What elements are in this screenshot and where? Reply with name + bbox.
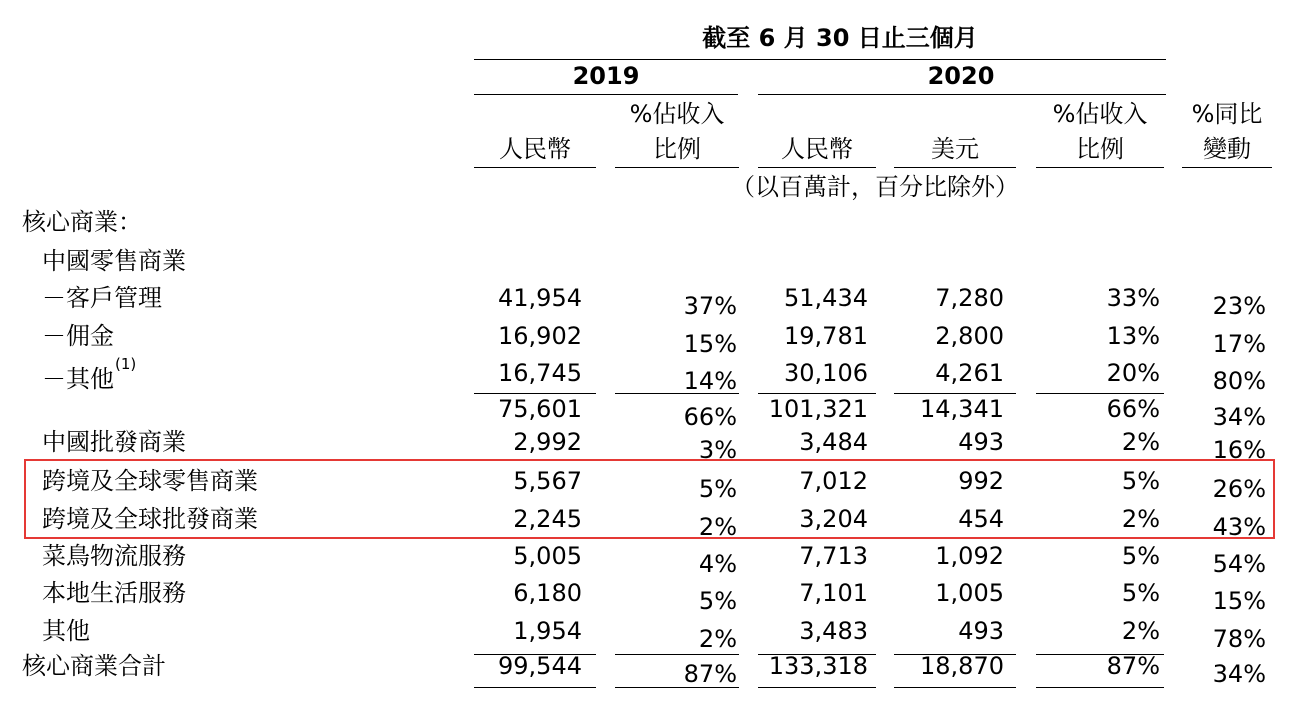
row-value-cell: 99,544 [498,652,582,680]
row-value-cell: 43% [1212,513,1266,541]
total-line-col5 [1036,654,1164,655]
row-value-cell: 15% [683,330,737,358]
row-value-cell: 51,434 [784,284,868,312]
row-value-cell: 78% [1212,625,1266,653]
row-value-cell: 5% [698,475,737,503]
row-value-cell: 5% [1121,579,1160,607]
row-label [42,355,137,393]
row-value-cell: 33% [1106,284,1160,312]
row-label-text: 跨境及全球批發商業 [42,505,258,533]
row-value-cell: 87% [683,660,737,688]
row-label-text: －客戶管理 [42,284,162,312]
row-value-cell: 4% [698,550,737,578]
col-pct-rev-2020-header-l2: 比例 [1076,135,1124,163]
row-value-cell: 30,106 [784,359,868,387]
col-pct-rev-2020-underline [1036,167,1164,168]
row-label [22,652,166,680]
subtotal-line-col2 [615,393,739,394]
col-yoy-underline [1182,167,1272,168]
row-value-cell: 3% [698,436,737,464]
row-value-cell: 493 [958,617,1004,645]
year-2020-underline [758,94,1166,95]
row-value-cell: 41,954 [498,284,582,312]
col-pct-rev-2020-header-l1: %佔收入 [1052,100,1148,128]
row-value-cell: 3,204 [799,505,868,533]
row-value-cell: 493 [958,428,1004,456]
total-bottom-line-col4 [894,687,1016,688]
col-usd-2020-header: 美元 [931,135,979,163]
row-value-cell: 37% [683,292,737,320]
row-value-cell: 66% [1106,395,1160,423]
row-value-cell: 1,954 [513,617,582,645]
row-label-text: 中國零售商業 [42,247,186,275]
highlight-box [24,459,1275,539]
col-rmb-2019-header: 人民幣 [499,135,571,163]
row-label [22,208,142,236]
row-value-cell: 1,005 [935,579,1004,607]
row-value-cell: 1,092 [935,542,1004,570]
subtotal-line-col5 [1036,393,1164,394]
col-yoy-header-l1: %同比 [1191,100,1263,128]
row-label-text: 中國批發商業 [42,428,186,456]
row-label-text: 菜鳥物流服務 [42,542,186,570]
col-yoy-header-l2: 變動 [1203,135,1251,163]
year-2020-header: 2020 [927,62,995,90]
row-label [42,579,186,607]
total-line-col1 [474,654,596,655]
row-value-cell: 3,484 [799,428,868,456]
period-header: 截至 6 月 30 日止三個月 [702,24,978,52]
row-value-cell: 13% [1106,322,1160,350]
row-value-cell: 18,870 [920,652,1004,680]
row-value-cell: 34% [1212,660,1266,688]
row-label [42,322,114,350]
row-value-cell: 20% [1106,359,1160,387]
row-label-text: －其他 [42,365,114,393]
year-2019-header: 2019 [572,62,640,90]
row-value-cell: 15% [1212,587,1266,615]
row-value-cell: 16,745 [498,359,582,387]
row-value-cell: 75,601 [498,395,582,423]
row-value-cell: 80% [1212,367,1266,395]
row-label [42,542,186,570]
row-value-cell: 2% [1121,428,1160,456]
col-pct-rev-2019-header-l2: 比例 [653,135,701,163]
row-value-cell: 16,902 [498,322,582,350]
row-value-cell: 7,713 [799,542,868,570]
col-pct-rev-2019-underline [615,167,739,168]
total-bottom-line-col5 [1036,687,1164,688]
row-label-text: 核心商業： [22,208,142,236]
total-bottom-line-col2 [615,687,739,688]
year-2019-underline [474,94,738,95]
col-rmb-2020-header: 人民幣 [781,135,853,163]
col-usd-2020-underline [894,167,1016,168]
row-value-cell: 54% [1212,550,1266,578]
subtotal-line-col3 [758,393,876,394]
row-value-cell: 454 [958,505,1004,533]
row-label-text: －佣金 [42,322,114,350]
row-value-cell: 2% [698,513,737,541]
total-bottom-line-col3 [758,687,876,688]
row-value-cell: 5% [698,587,737,615]
row-value-cell: 2% [698,625,737,653]
row-value-cell: 14,341 [920,395,1004,423]
row-value-cell: 992 [958,467,1004,495]
units-note: （以百萬計，百分比除外） [731,173,1019,201]
row-value-cell: 6,180 [513,579,582,607]
row-value-cell: 14% [683,367,737,395]
row-value-cell: 4,261 [935,359,1004,387]
row-value-cell: 5,005 [513,542,582,570]
row-value-cell: 16% [1212,436,1266,464]
col-rmb-2019-underline [474,167,596,168]
row-value-cell: 23% [1212,292,1266,320]
row-value-cell: 2% [1121,505,1160,533]
total-line-col4 [894,654,1016,655]
row-value-cell: 7,101 [799,579,868,607]
subtotal-line-col1 [474,393,596,394]
total-bottom-line-col1 [474,687,596,688]
col-pct-rev-2019-header-l1: %佔收入 [629,100,725,128]
row-label [42,284,162,312]
row-value-cell: 17% [1212,330,1266,358]
row-value-cell: 2,800 [935,322,1004,350]
row-value-cell: 19,781 [784,322,868,350]
row-value-cell: 66% [683,403,737,431]
subtotal-line-col4 [894,393,1016,394]
row-value-cell: 5% [1121,467,1160,495]
row-label [42,617,90,645]
total-line-col2 [615,654,739,655]
row-value-cell: 7,012 [799,467,868,495]
row-label [42,247,186,275]
row-label-text: 核心商業合計 [22,652,166,680]
row-value-cell: 2,992 [513,428,582,456]
row-value-cell: 34% [1212,403,1266,431]
row-value-cell: 7,280 [935,284,1004,312]
row-label-text: 跨境及全球零售商業 [42,467,258,495]
period-underline [474,59,1166,60]
row-value-cell: 133,318 [768,652,868,680]
row-value-cell: 2% [1121,617,1160,645]
row-value-cell: 2,245 [513,505,582,533]
row-value-cell: 3,483 [799,617,868,645]
row-label-text: 本地生活服務 [42,579,186,607]
col-rmb-2020-underline [758,167,876,168]
row-value-cell: 26% [1212,475,1266,503]
row-value-cell: 87% [1106,652,1160,680]
row-label [42,428,186,456]
footnote-marker: (1) [115,355,137,373]
row-value-cell: 101,321 [768,395,868,423]
row-label-text: 其他 [42,617,90,645]
row-value-cell: 5% [1121,542,1160,570]
total-line-col3 [758,654,876,655]
row-value-cell: 5,567 [513,467,582,495]
